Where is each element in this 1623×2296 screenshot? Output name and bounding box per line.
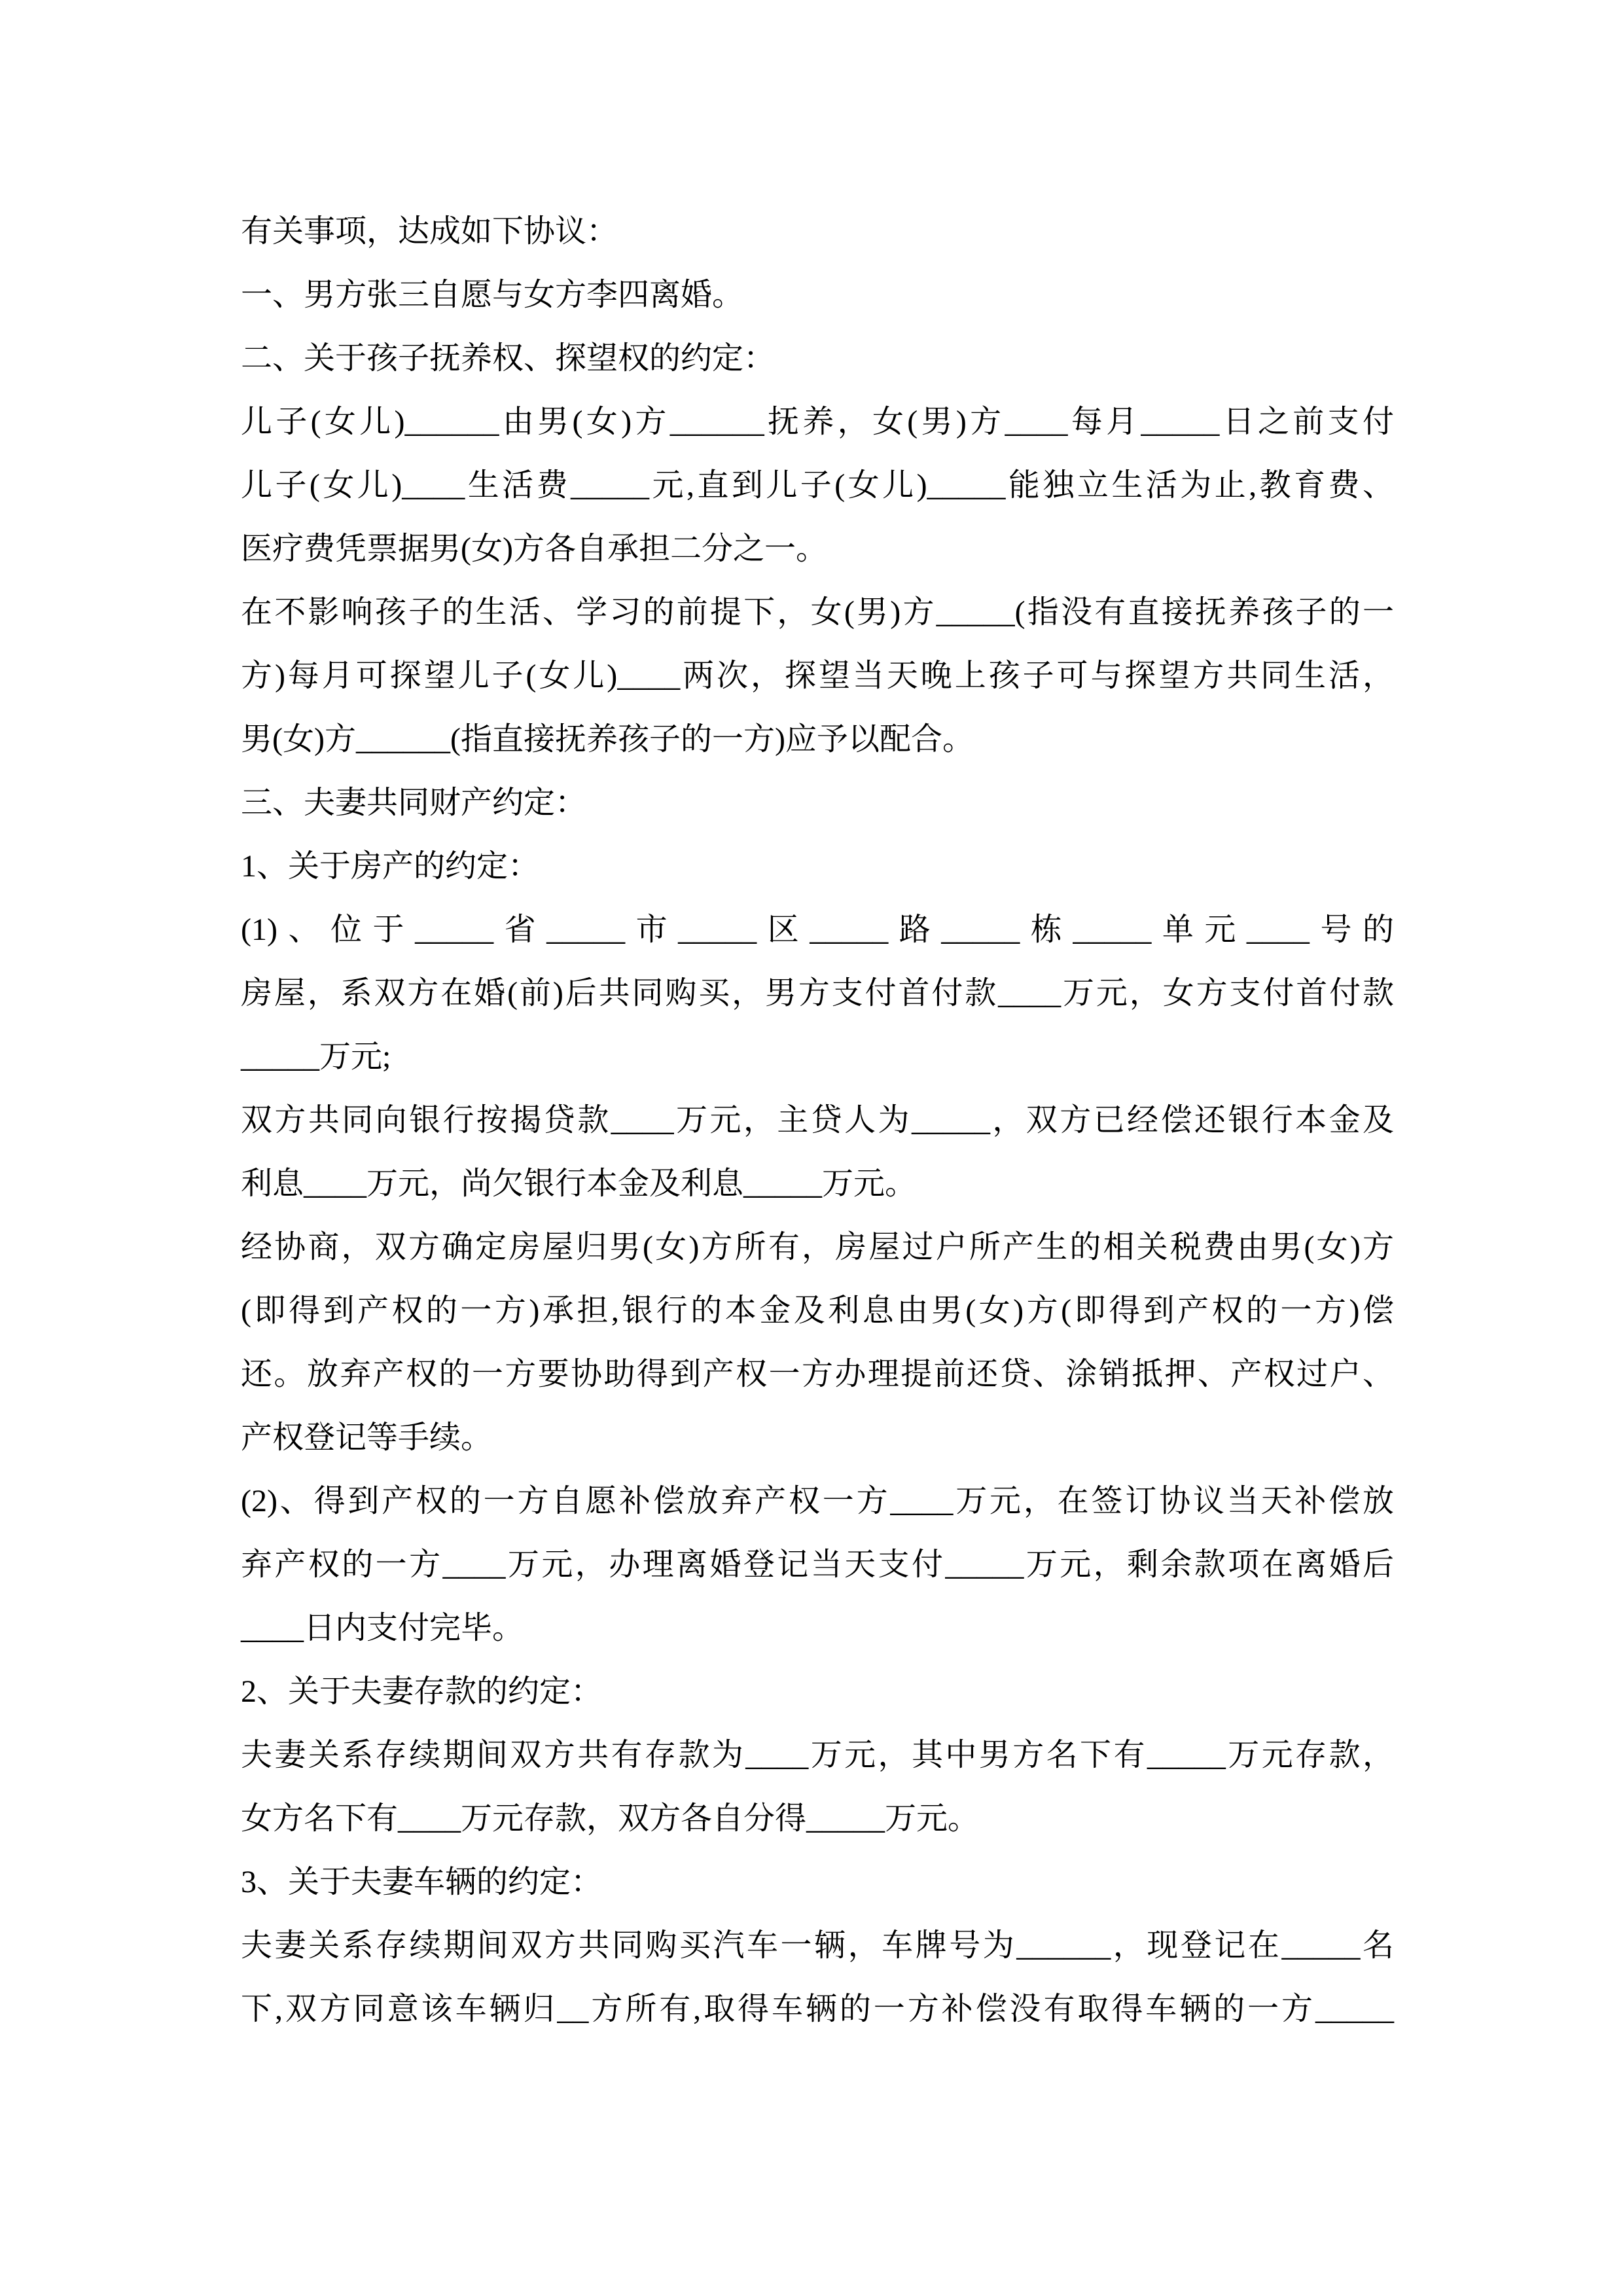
document-line: 产权登记等手续。	[241, 1420, 493, 1455]
document-line: 还。放弃产权的一方要协助得到产权一方办理提前还贷、涂销抵押、产权过户、	[241, 1357, 1394, 1391]
document-line: _____万元;	[241, 1039, 391, 1074]
document-line: 利息____万元，尚欠银行本金及利息_____万元。	[241, 1166, 917, 1201]
document-line: 房屋，系双方在婚(前)后共同购买，男方支付首付款____万元，女方支付首付款	[241, 976, 1394, 1011]
document-line: 下,双方同意该车辆归__方所有,取得车辆的一方补偿没有取得车辆的一方_____	[241, 1992, 1394, 2026]
document-line: 有关事项，达成如下协议：	[241, 214, 618, 249]
document-line: 方)每月可探望儿子(女儿)____两次，探望当天晚上孩子可与探望方共同生活，	[241, 658, 1394, 693]
document-line: 女方名下有____万元存款，双方各自分得_____万元。	[241, 1801, 980, 1836]
document-line: 1、关于房产的约定：	[241, 849, 540, 884]
document-line: 三、夫妻共同财产约定：	[241, 785, 587, 820]
document-line: 男(女)方______(指直接抚养孩子的一方)应予以配合。	[241, 722, 974, 757]
document-line: 儿子(女儿)______由男(女)方______抚养，女(男)方____每月_____日之前支付	[241, 404, 1394, 439]
document-line: 二、关于孩子抚养权、探望权的约定：	[241, 341, 776, 376]
document-line: (1)、位于_____省_____市_____区_____路_____栋_____单元____号的	[241, 912, 1394, 947]
document-body	[241, 200, 1394, 2041]
document-line: 2、关于夫妻存款的约定：	[241, 1674, 603, 1709]
document-line: 弃产权的一方____万元，办理离婚登记当天支付_____万元，剩余款项在离婚后	[241, 1547, 1394, 1582]
document-line: 医疗费凭票据男(女)方各自承担二分之一。	[241, 531, 827, 566]
document-line: 在不影响孩子的生活、学习的前提下，女(男)方_____(指没有直接抚养孩子的一	[241, 595, 1394, 630]
document-line: (2)、得到产权的一方自愿补偿放弃产权一方____万元，在签订协议当天补偿放	[241, 1484, 1394, 1518]
document-line: 夫妻关系存续期间双方共有存款为____万元，其中男方名下有_____万元存款，	[241, 1738, 1394, 1772]
document-line: 经协商，双方确定房屋归男(女)方所有，房屋过户所产生的相关税费由男(女)方	[241, 1230, 1394, 1265]
document-line: 夫妻关系存续期间双方共同购买汽车一辆，车牌号为______，现登记在_____名	[241, 1928, 1394, 1963]
document-line: 3、关于夫妻车辆的约定：	[241, 1865, 603, 1899]
document-line: 一、男方张三自愿与女方李四离婚。	[241, 278, 744, 312]
document-line: 儿子(女儿)____生活费_____元,直到儿子(女儿)_____能独立生活为止,教育费、	[241, 468, 1394, 503]
document-line: (即得到产权的一方)承担,银行的本金及利息由男(女)方(即得到产权的一方)偿	[241, 1293, 1394, 1328]
document-line: ____日内支付完毕。	[241, 1611, 524, 1645]
document-line: 双方共同向银行按揭贷款____万元，主贷人为_____，双方已经偿还银行本金及	[241, 1103, 1394, 1138]
